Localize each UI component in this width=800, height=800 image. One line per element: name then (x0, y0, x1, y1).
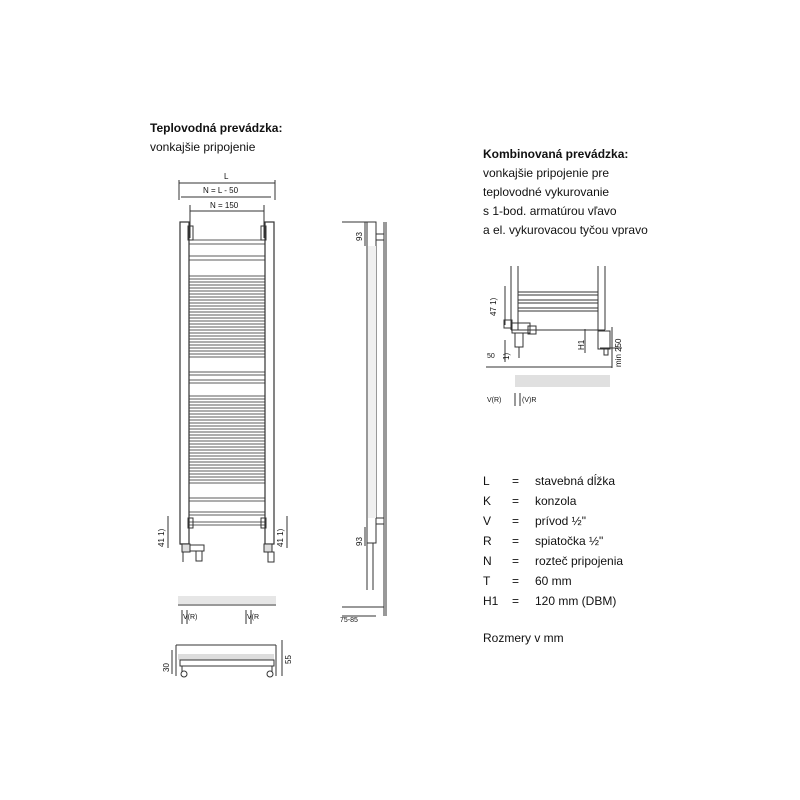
dim-h1-label: H1 (577, 339, 586, 350)
legend-key: H1 (483, 594, 499, 608)
conn-right-label: V(R (247, 614, 260, 621)
legend-key: K (483, 494, 492, 508)
legend-eq: = (512, 494, 520, 508)
legend-key: L (483, 474, 490, 488)
right-section-title: Kombinovaná prevádzka: (483, 147, 629, 161)
top-brackets (188, 226, 266, 240)
dim-50-label: 50 (487, 353, 495, 360)
legend-desc: prívod ½" (535, 514, 586, 528)
top-view (172, 640, 282, 677)
floor-left (178, 596, 276, 604)
right-section-line-3: s 1-bod. armatúrou vľavo (483, 204, 617, 218)
dim-l-label: L (224, 172, 229, 181)
dim-n-l-label: N = L - 50 (203, 186, 239, 195)
legend-key: T (483, 574, 491, 588)
legend-desc: 60 mm (535, 574, 572, 588)
conn-left-label: V(R) (183, 614, 198, 621)
left-section-title: Teplovodná prevádzka: (150, 121, 283, 135)
units-note: Rozmery v mm (483, 631, 564, 645)
legend-desc: 120 mm (DBM) (535, 594, 617, 608)
right-section-line-1: vonkajšie pripojenie pre (483, 166, 610, 180)
dim-30-label: 30 (162, 663, 171, 672)
legend-desc: konzola (535, 494, 577, 508)
legend-key: N (483, 554, 492, 568)
legend-eq: = (512, 474, 520, 488)
legend-desc: stavebná dĺžka (535, 474, 616, 488)
dim-n-150-label: N = 150 (210, 201, 239, 210)
legend-desc: spiatočka ½" (535, 534, 604, 548)
dim-93-top-label: 93 (355, 232, 364, 241)
radiator-bars (189, 240, 265, 525)
dim-41-left-value: 41 (157, 538, 166, 547)
legend-desc: rozteč pripojenia (535, 554, 624, 568)
combo-conn-label-2: (V)R (522, 397, 537, 404)
legend-eq: = (512, 554, 520, 568)
right-section-line-4: a el. vykurovacou tyčou vpravo (483, 223, 648, 237)
side-fill (368, 246, 376, 518)
left-section-subtitle: vonkajšie pripojenie (150, 140, 256, 154)
valve-left (182, 544, 204, 562)
valve-right (264, 544, 274, 562)
dim-41-right-label (276, 529, 285, 547)
dim-47-sup: 1) (489, 297, 498, 305)
combo-conn-label-1: V(R) (487, 397, 502, 404)
legend-eq: = (512, 534, 520, 548)
legend-eq: = (512, 514, 520, 528)
dim-47-value: 47 (489, 307, 498, 316)
dim-93-bottom-label: 93 (355, 537, 364, 546)
dim-50-sup-label: 1) (502, 352, 511, 360)
dim-min250-label: min 250 (614, 338, 623, 367)
right-section-line-2: teplovodné vykurovanie (483, 185, 610, 199)
dim-41-right-value: 41 (276, 538, 285, 547)
legend-key: V (483, 514, 492, 528)
legend-key: R (483, 534, 492, 548)
legend-eq: = (512, 574, 520, 588)
radiator-side-view (342, 222, 386, 616)
legend-eq: = (512, 594, 520, 608)
dim-47-label (489, 298, 498, 316)
dim-41-right-sup: 1) (276, 528, 285, 536)
dim-41-left-label (157, 529, 166, 547)
dim-55-label: 55 (284, 655, 293, 664)
bottom-brackets (188, 518, 266, 528)
combined-detail (486, 266, 622, 406)
dim-41-left-sup: 1) (157, 528, 166, 536)
dim-75-85-label: 75-85 (340, 617, 358, 624)
